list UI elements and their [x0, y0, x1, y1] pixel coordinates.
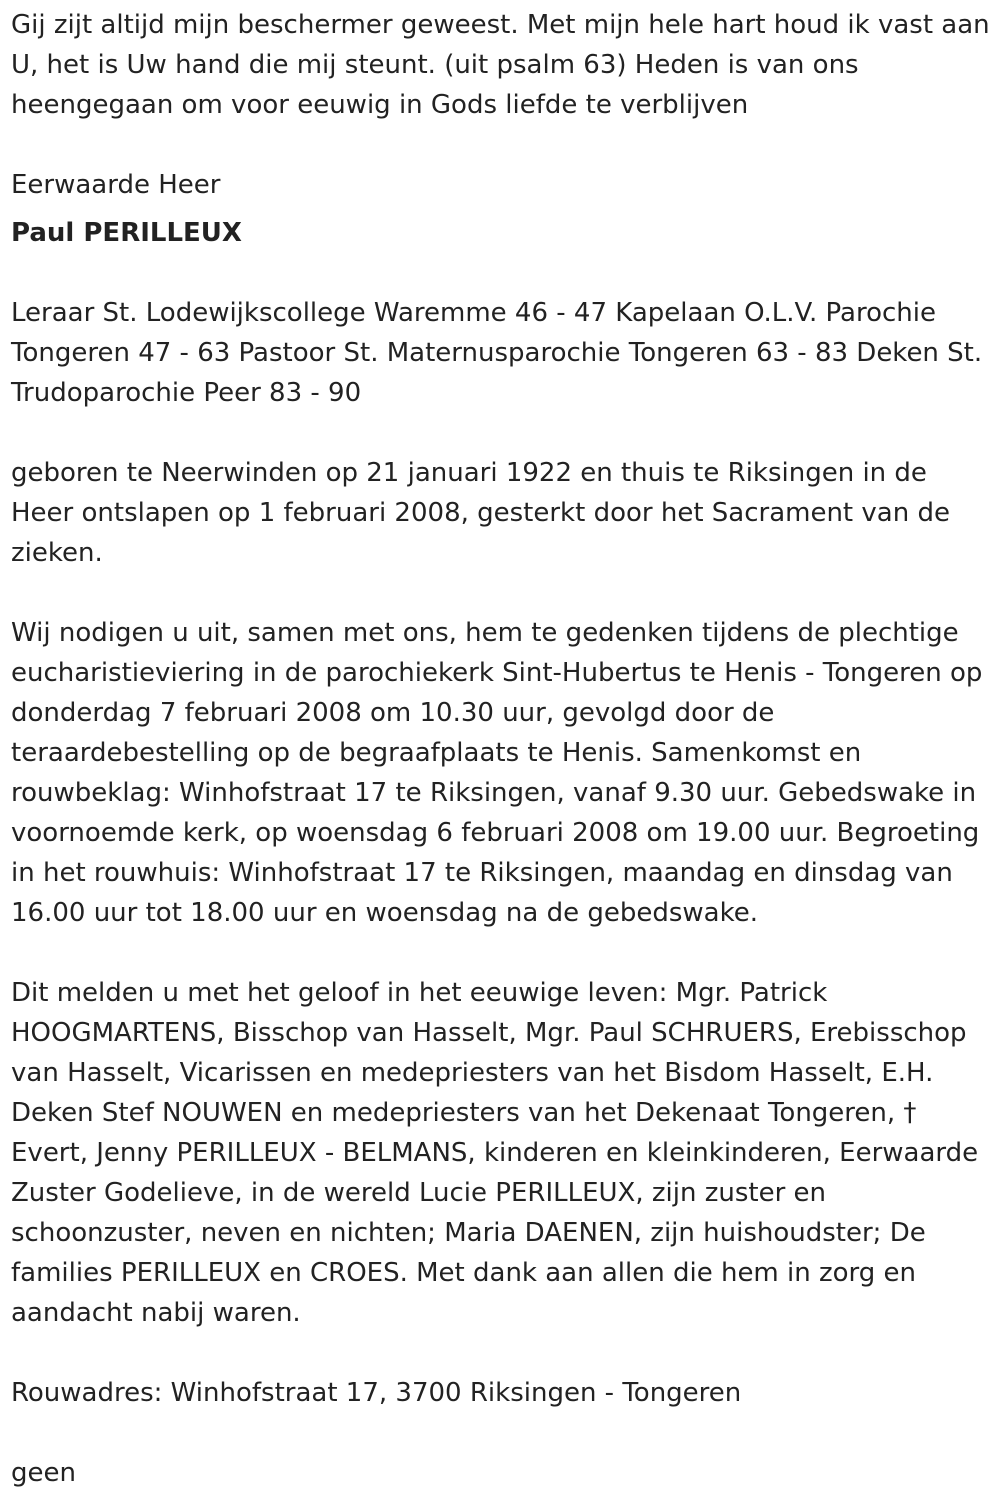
- mourning-address: Rouwadres: Winhofstraat 17, 3700 Riksingen - Tongeren: [11, 1378, 742, 1408]
- birth-death-text: geboren te Neerwinden op 21 januari 1922 en thuis te Riksingen in de Heer ontslapen op 1 februari 2008, gesterkt door het Sacrament van de zieken.: [11, 458, 950, 568]
- obituary-notice: [11, 5, 993, 1493]
- intro-text: Gij zijt altijd mijn beschermer geweest. Met mijn hele hart houd ik vast aan U, het is Uw hand die mij steunt. (uit psalm 63) Heden is van ons heengegaan om voor eeuwig in Gods liefde te verblijven: [11, 10, 990, 120]
- ceremony-text: Wij nodigen u uit, samen met ons, hem te gedenken tijdens de plechtige eucharistieviering in de parochiekerk Sint-Hubertus te Henis - Tongeren op donderdag 7 februari 2008 om 10.30 uur, gevolgd door de teraardebestelling op de begraafplaats te Henis. Samenkomst en rouwbeklag: Winhofstraat 17 te Riksingen, vanaf 9.30 uur. Gebedswake in voornoemde kerk, op woensdag 6 februari 2008 om 19.00 uur. Begroeting in het rouwhuis: Winhofstraat 17 te Riksingen, maandag en dinsdag van 16.00 uur tot 18.00 uur en woensdag na de gebedswake.: [11, 618, 983, 928]
- honorific-title: Eerwaarde Heer: [11, 170, 221, 200]
- career-text: Leraar St. Lodewijkscollege Waremme 46 - 47 Kapelaan O.L.V. Parochie Tongeren 47 - 63 Pastoor St. Maternusparochie Tongeren 63 - 83 Deken St. Trudoparochie Peer 83 - 90: [11, 298, 983, 408]
- mourners-text: Dit melden u met het geloof in het eeuwige leven: Mgr. Patrick HOOGMARTENS, Bisschop van Hasselt, Mgr. Paul SCHRUERS, Erebisschop van Hasselt, Vicarissen en medepriesters van het Bisdom Hasselt, E.H. Deken Stef NOUWEN en medepriesters van het Dekenaat Tongeren, † Evert, Jenny PERILLEUX - BELMANS, kinderen en kleinkinderen, Eerwaarde Zuster Godelieve, in de wereld Lucie PERILLEUX, zijn zuster en schoonzuster, neven en nichten; Maria DAENEN, zijn huishoudster; De families PERILLEUX en CROES. Met dank aan allen die hem in zorg en aandacht nabij waren.: [11, 978, 979, 1328]
- footer-text: geen: [11, 1458, 76, 1488]
- deceased-name: Paul PERILLEUX: [11, 218, 242, 248]
